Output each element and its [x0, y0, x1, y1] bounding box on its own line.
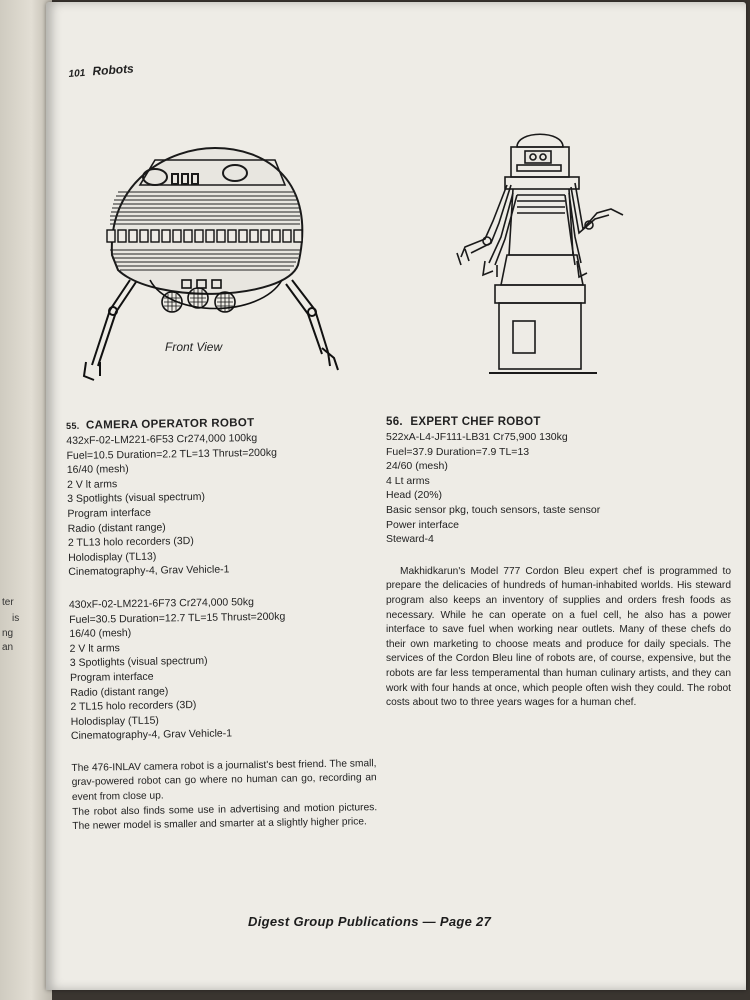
spec-line: Basic sensor pkg, touch sensors, taste sensor — [386, 503, 601, 516]
chef-specs — [386, 430, 731, 547]
spec-line: Power interface — [386, 518, 459, 531]
chef-robot-heading — [386, 416, 731, 428]
camera-description-para2: The robot also finds some use in advertising and motion pictures. The newer model is smaller and smarter at a slightly higher price. — [72, 801, 378, 833]
chef-robot-illustration — [455, 125, 635, 385]
spec-line: 2 V lt arms — [66, 477, 118, 491]
spec-line: 2 TL13 holo recorders (3D) — [67, 535, 194, 550]
chef-description: Makhidkarun's Model 777 Cordon Bleu expert chef is programmed to prepare the delicacies of hundreds of human-inhabited worlds. His steward program also keeps an inventory of supplies and orders fresh foods as necessary. While he can operate on a fuel cell, he also has a power interface to save fuel when working near outlets. Many of these chefs do their own marketing to choose meats and produce for daily specials. The services of the Cordon Bleu line of robots are, of course, expensive, but the robots are far less temperamental than human culinary artists, and they can work with four hands at once, which people often wish they could. The robot costs about two to three years wages for a human chef. — [386, 565, 731, 709]
spec-line: 430xF-02-LM221-6F73 Cr274,000 50kg — [68, 596, 255, 611]
chef-robot-number: 56. — [386, 416, 403, 428]
camera-robot-title: CAMERA OPERATOR ROBOT — [85, 417, 255, 432]
spec-line: Program interface — [67, 506, 152, 520]
header-page-number: 101 — [68, 67, 86, 80]
camera-robot-number: 55. — [66, 420, 80, 431]
header-title: Robots — [91, 61, 135, 79]
chef-robot-title: EXPERT CHEF ROBOT — [410, 416, 541, 428]
spec-line: Fuel=30.5 Duration=12.7 TL=15 Thrust=200kg — [69, 610, 286, 626]
spec-line: Cinematography-4, Grav Vehicle-1 — [68, 563, 230, 579]
spec-line: 432xF-02-LM221-6F53 Cr274,000 100kg — [66, 432, 258, 447]
camera-robot-section — [66, 415, 377, 835]
page-footer: Digest Group Publications — Page 27 — [248, 914, 492, 929]
camera-model1-specs — [66, 429, 373, 580]
spec-line: Holodisplay (TL15) — [70, 714, 159, 728]
spec-line: 2 TL15 holo recorders (3D) — [70, 699, 197, 714]
left-page-fragment: is — [12, 613, 20, 624]
spec-line: 4 Lt arms — [386, 474, 430, 487]
camera-model2-specs — [69, 593, 376, 744]
spec-line: 2 V lt arms — [69, 641, 120, 655]
camera-figure-caption: Front View — [165, 340, 223, 354]
spec-line: Head (20%) — [386, 489, 443, 502]
spec-line: Steward-4 — [386, 533, 434, 546]
spec-line: Holodisplay (TL13) — [68, 550, 157, 564]
left-page-fragment: an — [2, 642, 14, 653]
spec-line: 16/40 (mesh) — [69, 627, 132, 641]
spec-line: Radio (distant range) — [70, 684, 169, 699]
spec-line: 24/60 (mesh) — [386, 460, 448, 473]
left-page-fragment: ng — [2, 628, 14, 639]
spec-line: Cinematography-4, Grav Vehicle-1 — [70, 727, 233, 743]
left-page-edge — [0, 0, 52, 1000]
left-page-fragment: ter — [2, 597, 14, 608]
spec-line: Radio (distant range) — [67, 521, 166, 535]
spec-line: Fuel=10.5 Duration=2.2 TL=13 Thrust=200kg — [66, 446, 277, 462]
spec-line: 522xA-L4-JF111-LB31 Cr75,900 130kg — [386, 431, 568, 443]
camera-description-para1: The 476-INLAV camera robot is a journalist's best friend. The small, grav-powered robot can go where no human can go, recording an event from close up. — [71, 758, 377, 804]
spec-line: 16/40 (mesh) — [66, 463, 129, 477]
chef-robot-section — [386, 416, 731, 711]
spec-line: 3 Spotlights (visual spectrum) — [69, 655, 208, 670]
spec-line: Program interface — [69, 670, 154, 684]
spec-line: Fuel=37.9 Duration=7.9 TL=13 — [386, 445, 530, 458]
spec-line: 3 Spotlights (visual spectrum) — [67, 491, 206, 506]
